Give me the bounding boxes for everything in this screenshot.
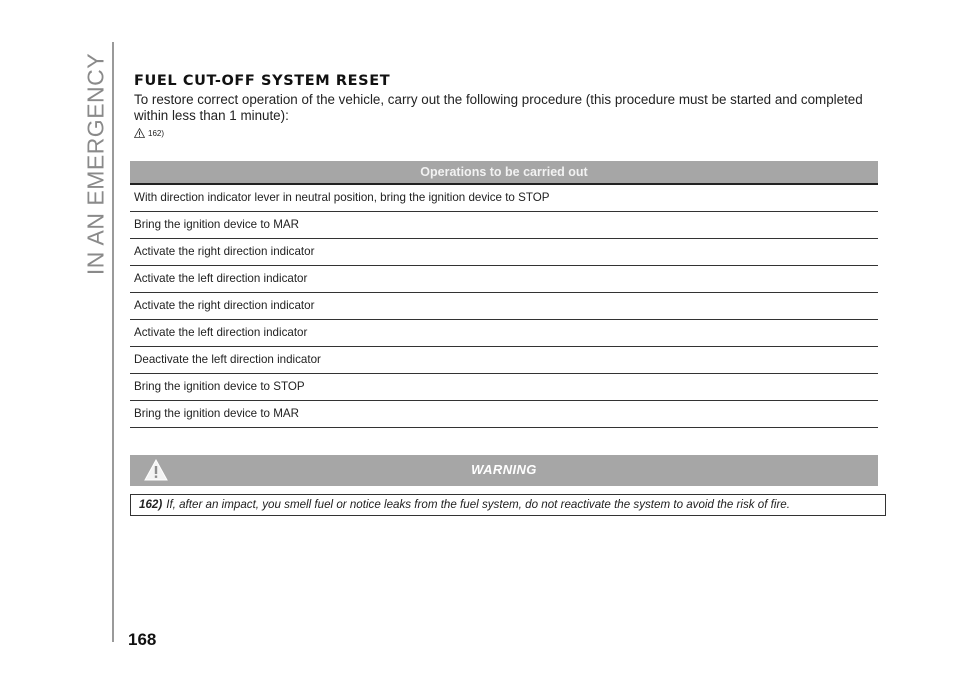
- table-row: Deactivate the left direction indicator: [130, 347, 878, 374]
- section-title-text: IN AN EMERGENCY: [82, 52, 109, 276]
- warning-reference-number: 162): [148, 128, 165, 138]
- table-row: Bring the ignition device to MAR: [130, 212, 878, 239]
- section-title: [84, 44, 108, 284]
- page-heading: FUEL CUT-OFF SYSTEM RESET: [134, 73, 391, 89]
- table-row: Activate the right direction indicator: [130, 293, 878, 320]
- table-row: Bring the ignition device to STOP: [130, 374, 878, 401]
- intro-paragraph: To restore correct operation of the vehicle, carry out the following procedure (this procedure must be started and completed within less than 1 minute):: [134, 92, 863, 123]
- table-row: With direction indicator lever in neutral position, bring the ignition device to STOP: [130, 185, 878, 212]
- side-divider: [112, 42, 114, 642]
- table-row: Bring the ignition device to MAR: [130, 401, 878, 428]
- table-row: Activate the left direction indicator: [130, 266, 878, 293]
- warning-text: If, after an impact, you smell fuel or notice leaks from the fuel system, do not reactivate the system to avoid the risk of fire.: [166, 498, 790, 511]
- page-number: 168: [128, 630, 157, 649]
- table-row: Activate the right direction indicator: [130, 239, 878, 266]
- table-row: Activate the left direction indicator: [130, 320, 878, 347]
- operations-table-header: Operations to be carried out: [130, 161, 878, 185]
- warning-title: WARNING: [471, 462, 537, 477]
- warning-header: [130, 455, 878, 486]
- warning-reference: [134, 128, 164, 138]
- warning-box: [130, 494, 886, 516]
- operations-table: [130, 185, 878, 428]
- warning-triangle-icon: [134, 128, 145, 138]
- warning-number: 162): [139, 498, 163, 511]
